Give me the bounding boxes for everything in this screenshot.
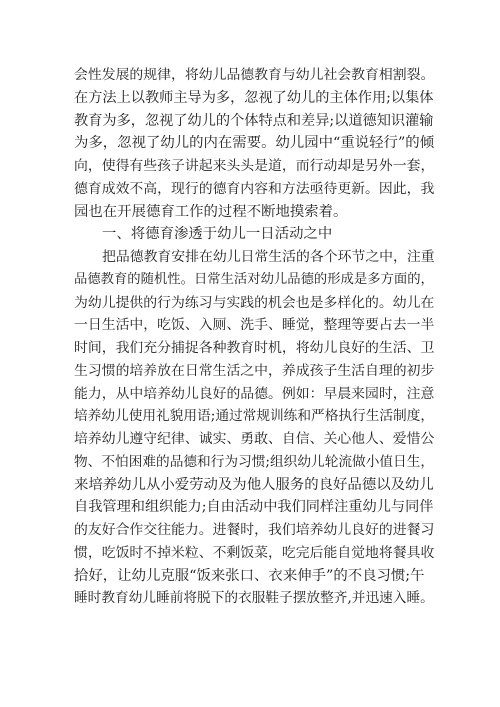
text-line: 培养幼儿使用礼貌用语;通过常规训练和严格执行生活制度， [74,408,435,425]
text-line: 向，使得有些孩子讲起来头头是道，而行动却是另外一套， [74,158,435,174]
text-line: 会性发展的规律，将幼儿品德教育与幼儿社会教育相割裂。 [74,67,435,83]
text-line: 来培养幼儿从小爱劳动及为他人服务的良好品德以及幼儿 [74,476,434,493]
paragraph-first-line: 把品德教育安排在幼儿日常生活的各个环节之中，注重 [102,249,435,265]
text-line: 睡时教育幼儿睡前将脱下的衣服鞋子摆放整齐,并迅速入睡。 [74,590,434,607]
text-line: 拾好，让幼儿克服“饭来张口、衣来伸手”的不良习惯;午 [74,567,425,584]
text-line: 物、不怕困难的品德和行为习惯;组织幼儿轮流做小值日生， [74,453,435,470]
text-line: 的友好合作交往能力。进餐时，我们培养幼儿良好的进餐习 [74,522,435,538]
text-line: 在方法上以教师主导为多，忽视了幼儿的主体作用;以集体 [74,89,434,106]
text-line: 教育为多，忽视了幼儿的个体特点和差异;以道德知识灌输 [74,112,434,129]
paragraph-first-line: 一、将德育渗透于幼儿一日活动之中 [102,226,333,243]
text-line: 品德教育的随机性。日常生活对幼儿品德的形成是多方面的， [74,271,434,287]
text-line: 德育成效不高，现行的德育内容和方法亟待更新。因此，我 [74,180,435,197]
document-body [74,64,434,610]
text-line: 为幼儿提供的行为练习与实践的机会也是多样化的。幼儿在 [74,294,435,311]
text-line: 生习惯的培养放在日常生活之中，养成孩子生活自理的初步 [74,362,435,379]
text-line: 时间，我们充分捕捉各种教育时机，将幼儿良好的生活、卫 [74,340,435,356]
text-line: 能力，从中培养幼儿良好的品德。例如：早晨来园时，注意 [74,385,435,402]
text-line: 惯，吃饭时不掉米粒、不剩饭菜，吃完后能自觉地将餐具收 [74,544,435,561]
text-line: 培养幼儿遵守纪律、诚实、勇敢、自信、关心他人、爱惜公 [74,431,435,447]
text-line: 园也在开展德育工作的过程不断地摸索着。 [74,203,348,220]
text-line: 为多，忽视了幼儿的内在需要。幼儿园中“重说轻行”的倾 [74,135,435,152]
text-line: 自我管理和组织能力;自由活动中我们同样注重幼儿与同伴 [74,499,434,516]
text-line: 一日生活中，吃饭、入厕、洗手、睡觉，整理等要占去一半 [74,317,435,334]
